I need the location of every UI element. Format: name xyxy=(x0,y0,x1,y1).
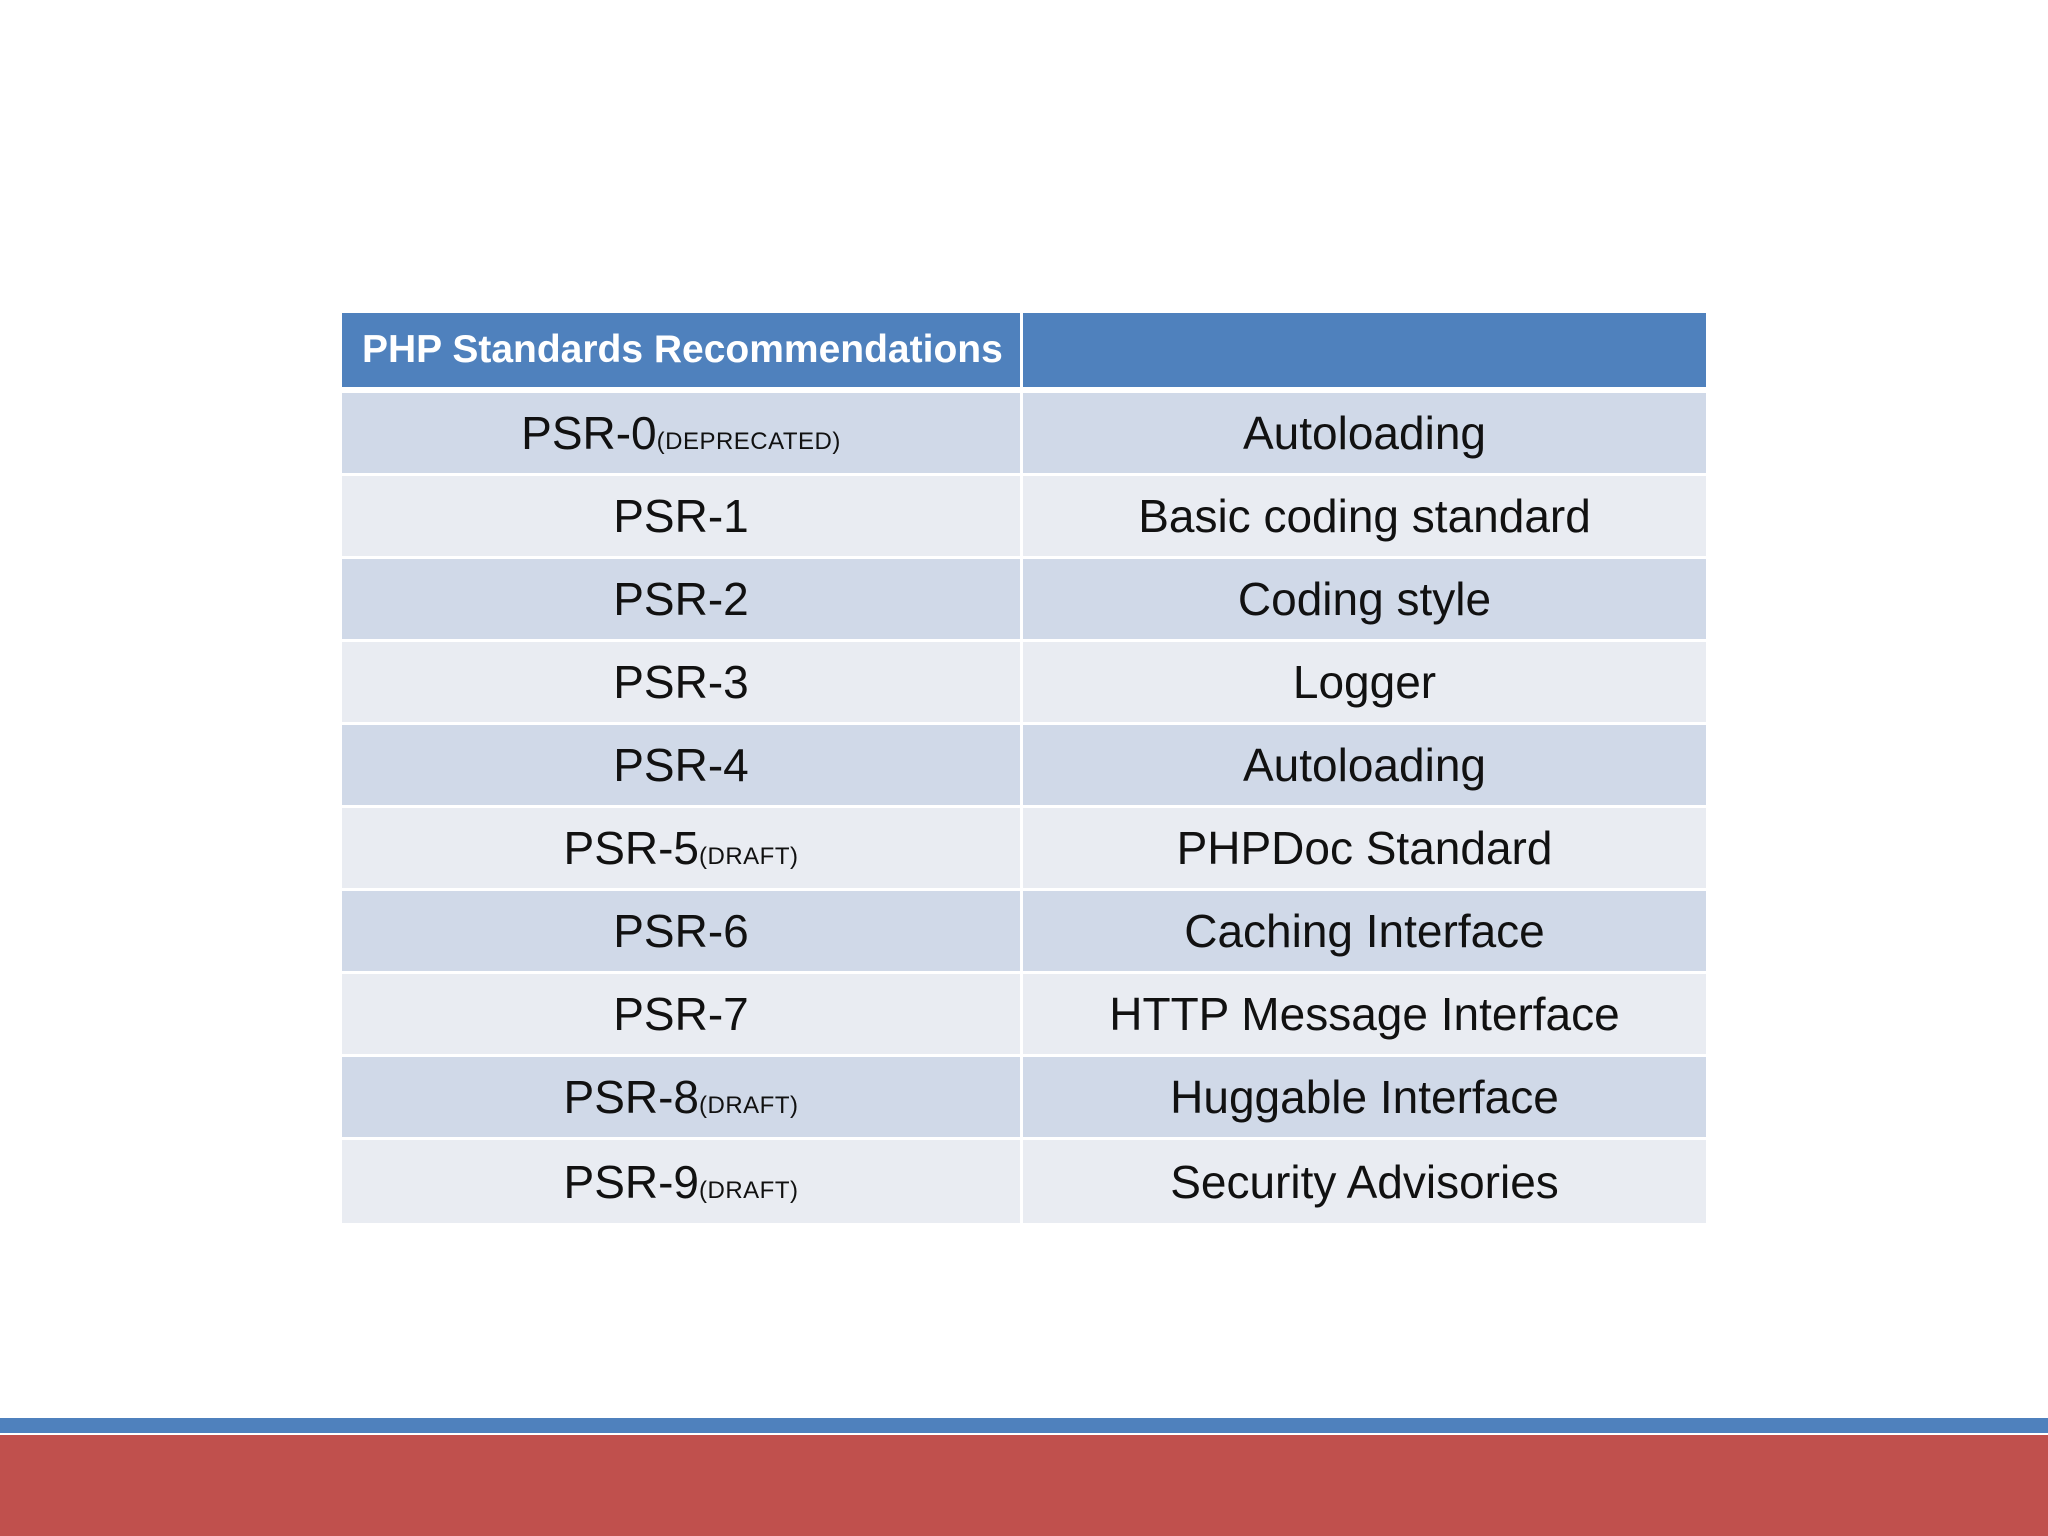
table-row xyxy=(342,725,1706,808)
psr-status-suffix: (DRAFT) xyxy=(699,1176,799,1204)
footer-red-band xyxy=(0,1435,2048,1536)
psr-description: PHPDoc Standard xyxy=(1023,808,1706,891)
table-header-title: PHP Standards Recommendations xyxy=(342,313,1023,393)
psr-id-cell xyxy=(342,476,1023,559)
psr-description: Coding style xyxy=(1023,559,1706,642)
psr-status-suffix: (DRAFT) xyxy=(699,843,799,870)
psr-id: PSR-1 xyxy=(613,490,749,542)
footer-blue-stripe xyxy=(0,1418,2048,1433)
psr-description: Huggable Interface xyxy=(1023,1057,1706,1140)
psr-id-cell xyxy=(342,393,1023,476)
table-row xyxy=(342,642,1706,725)
psr-id: PSR-3 xyxy=(613,656,749,708)
psr-description: Autoloading xyxy=(1023,725,1706,808)
psr-description: Autoloading xyxy=(1023,393,1706,476)
psr-description: HTTP Message Interface xyxy=(1023,974,1706,1057)
psr-id: PSR-4 xyxy=(613,739,749,791)
psr-id-cell xyxy=(342,725,1023,808)
psr-id: PSR-6 xyxy=(613,905,749,957)
psr-description: Basic coding standard xyxy=(1023,476,1706,559)
psr-status-suffix: (DEPRECATED) xyxy=(656,428,841,455)
psr-id-cell xyxy=(342,559,1023,642)
table-row xyxy=(342,393,1706,476)
psr-id-cell xyxy=(342,1057,1023,1140)
psr-id: PSR-9 xyxy=(563,1155,699,1208)
psr-id: PSR-0 xyxy=(521,407,657,459)
psr-id-cell xyxy=(342,891,1023,974)
psr-id-cell xyxy=(342,974,1023,1057)
psr-description: Logger xyxy=(1023,642,1706,725)
psr-id: PSR-2 xyxy=(613,573,749,625)
psr-table xyxy=(342,313,1706,1223)
psr-id-cell xyxy=(342,642,1023,725)
table-row xyxy=(342,559,1706,642)
table-row xyxy=(342,808,1706,891)
table-row xyxy=(342,891,1706,974)
table-row xyxy=(342,1140,1706,1223)
psr-description: Security Advisories xyxy=(1023,1140,1706,1223)
table-header-row xyxy=(342,313,1706,393)
psr-id-cell xyxy=(342,1140,1023,1223)
table-row xyxy=(342,476,1706,559)
table-row xyxy=(342,974,1706,1057)
psr-id: PSR-8 xyxy=(563,1071,699,1123)
psr-status-suffix: (DRAFT) xyxy=(699,1092,799,1119)
table-header-empty xyxy=(1023,313,1706,393)
psr-id: PSR-7 xyxy=(613,988,749,1040)
table-row xyxy=(342,1057,1706,1140)
psr-id-cell xyxy=(342,808,1023,891)
psr-id: PSR-5 xyxy=(563,822,699,874)
psr-description: Caching Interface xyxy=(1023,891,1706,974)
